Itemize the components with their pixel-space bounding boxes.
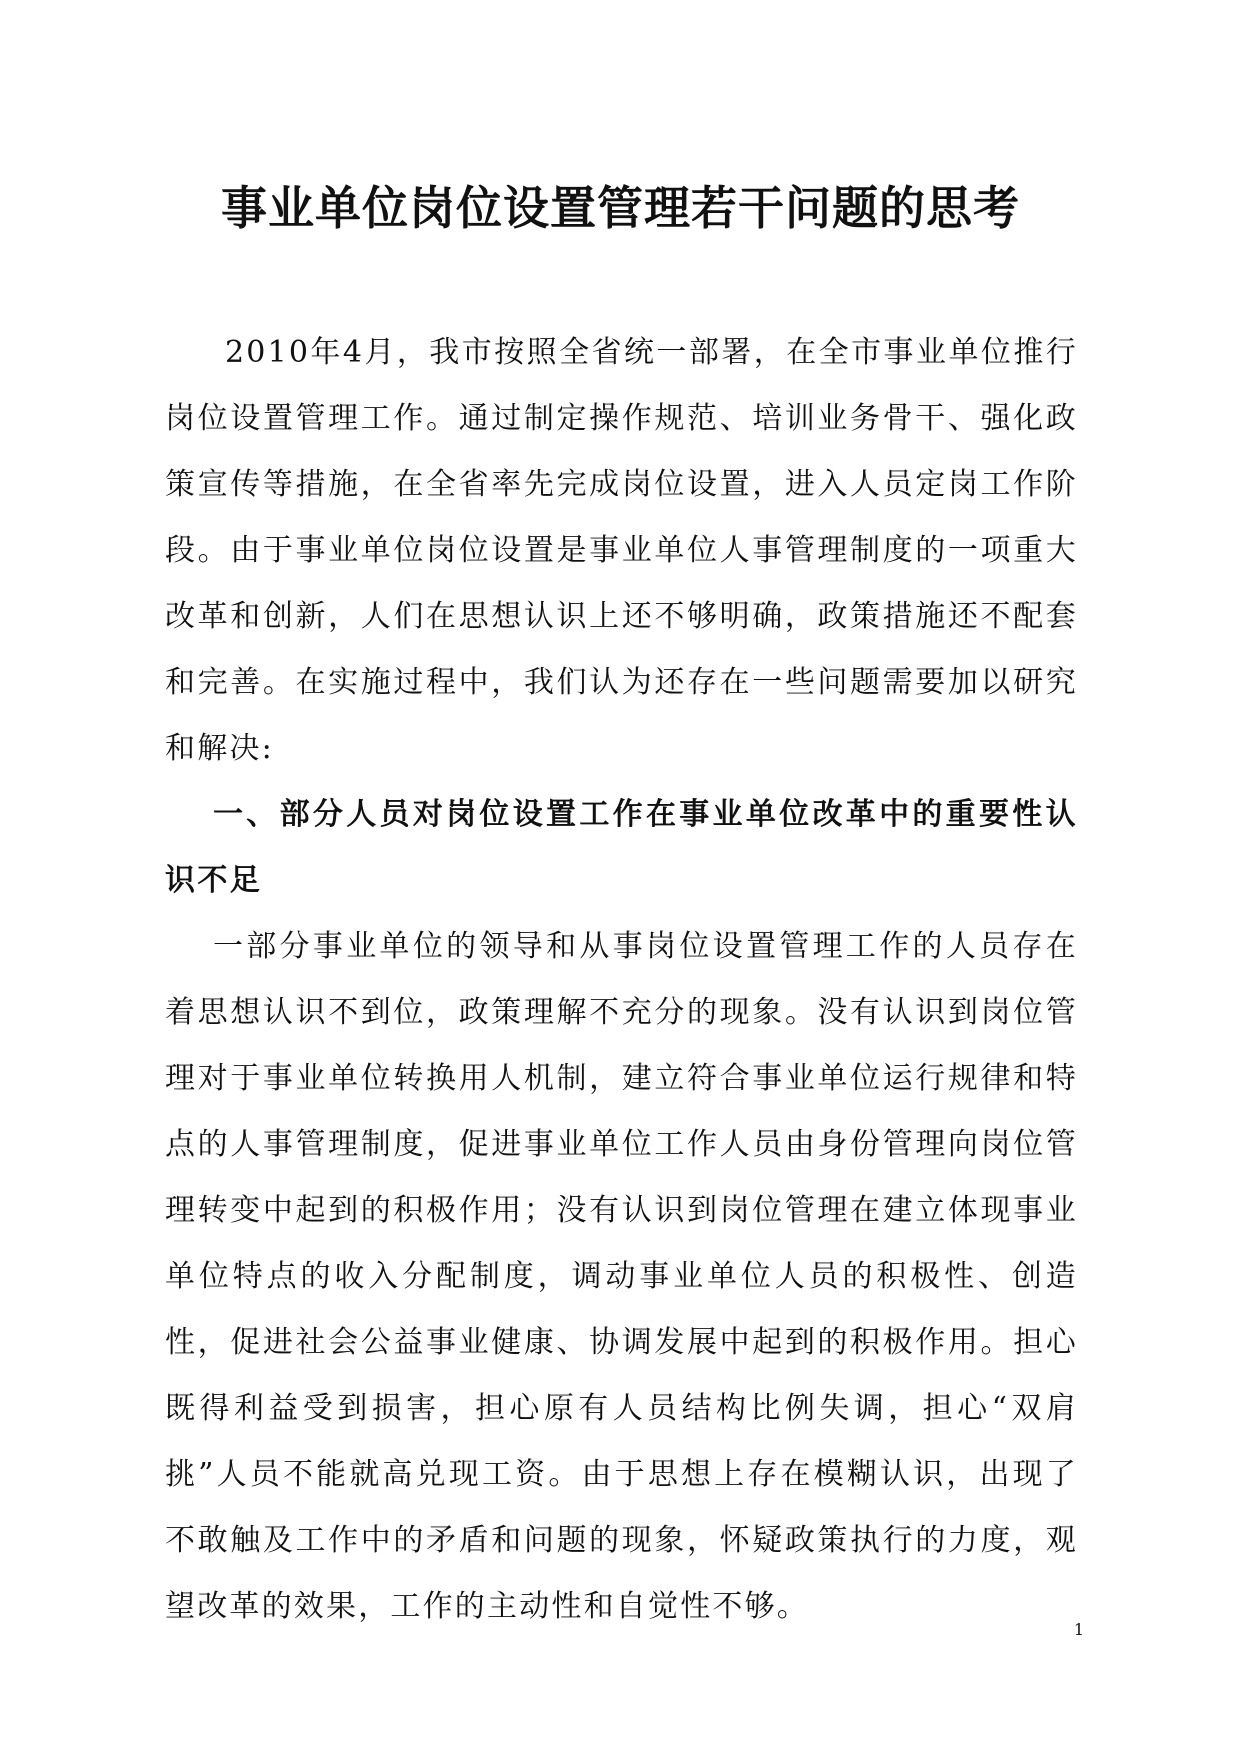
page-number: 1 [1073,1620,1084,1639]
document-title: 事业单位岗位设置管理若干问题的思考 [221,181,1020,235]
intro-paragraph: 2010年4月，我市按照全省统一部署，在全市事业单位推行岗位设置管理工作。通过制定操作规范、培训业务骨干、强化政策宣传等措施，在全省率先完成岗位设置，进入人员定岗工作阶段。由于事业单位岗位设置是事业单位人事管理制度的一项重大改革和创新，人们在思想认识上还不够明确，政策措施还不配套和完善。在实施过程中，我们认为还存在一些问题需要加以研究和解决: [165,335,1078,766]
section-heading-1: 一、部分人员对岗位设置工作在事业单位改革中的重要性认识不足 [165,797,1078,898]
document-body [165,320,1078,1640]
section-paragraph-1: 一部分事业单位的领导和从事岗位设置管理工作的人员存在着思想认识不到位，政策理解不充分的现象。没有认识到岗位管理对于事业单位转换用人机制，建立符合事业单位运行规律和特点的人事管理制度，促进事业单位工作人员由身份管理向岗位管理转变中起到的积极作用；没有认识到岗位管理在建立体现事业单位特点的收入分配制度，调动事业单位人员的积极性、创造性，促进社会公益事业健康、协调发展中起到的积极作用。担心既得利益受到损害，担心原有人员结构比例失调，担心“双肩挑”人员不能就高兑现工资。由于思想上存在模糊认识，出现了不敢触及工作中的矛盾和问题的现象，怀疑政策执行的力度，观望改革的效果，工作的主动性和自觉性不够。 [165,929,1078,1624]
